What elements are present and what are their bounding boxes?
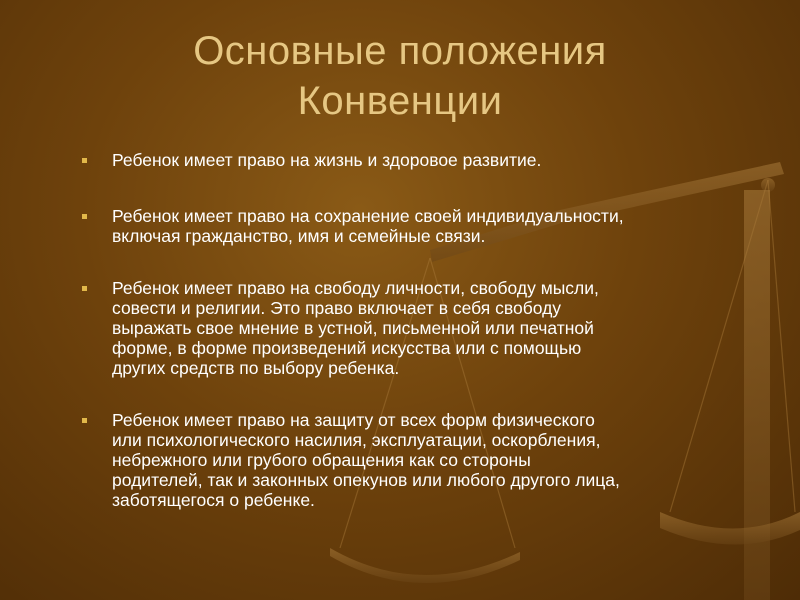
bullet-item xyxy=(80,150,780,170)
bullet-text: Ребенок имеет право на сохранение своей индивидуальности, включая гражданство, имя и семейные связи. xyxy=(112,206,624,246)
bullet-list xyxy=(80,150,780,510)
bullet-marker-icon xyxy=(82,418,87,423)
slide-title xyxy=(0,26,800,126)
bullet-item xyxy=(80,278,780,378)
slide-title-line-2: Конвенции xyxy=(297,79,503,123)
bullet-marker-icon xyxy=(82,286,87,291)
bullet-item xyxy=(80,410,780,510)
bullet-item xyxy=(80,206,780,246)
bullet-marker-icon xyxy=(82,214,87,219)
scales-left-pan xyxy=(330,548,520,583)
slide-title-line-1: Основные положения xyxy=(193,29,607,73)
bullet-marker-icon xyxy=(82,158,87,163)
bullet-text: Ребенок имеет право на жизнь и здоровое развитие. xyxy=(112,150,542,170)
bullet-text: Ребенок имеет право на защиту от всех форм физического или психологического насилия, эксплуатации, оскорбления, небрежного или грубого обращения как со стороны родителей, так и законных опекунов или любого другого лица, заботящегося о ребенке. xyxy=(112,410,620,510)
bullet-text: Ребенок имеет право на свободу личности, свободу мысли, совести и религии. Это право включает в себя свободу выражать свое мнение в устной, письменной или печатной форме, в форме произведений искусства или с помощью других средств по выбору ребенка. xyxy=(112,278,599,378)
scales-right-pan xyxy=(660,512,800,545)
